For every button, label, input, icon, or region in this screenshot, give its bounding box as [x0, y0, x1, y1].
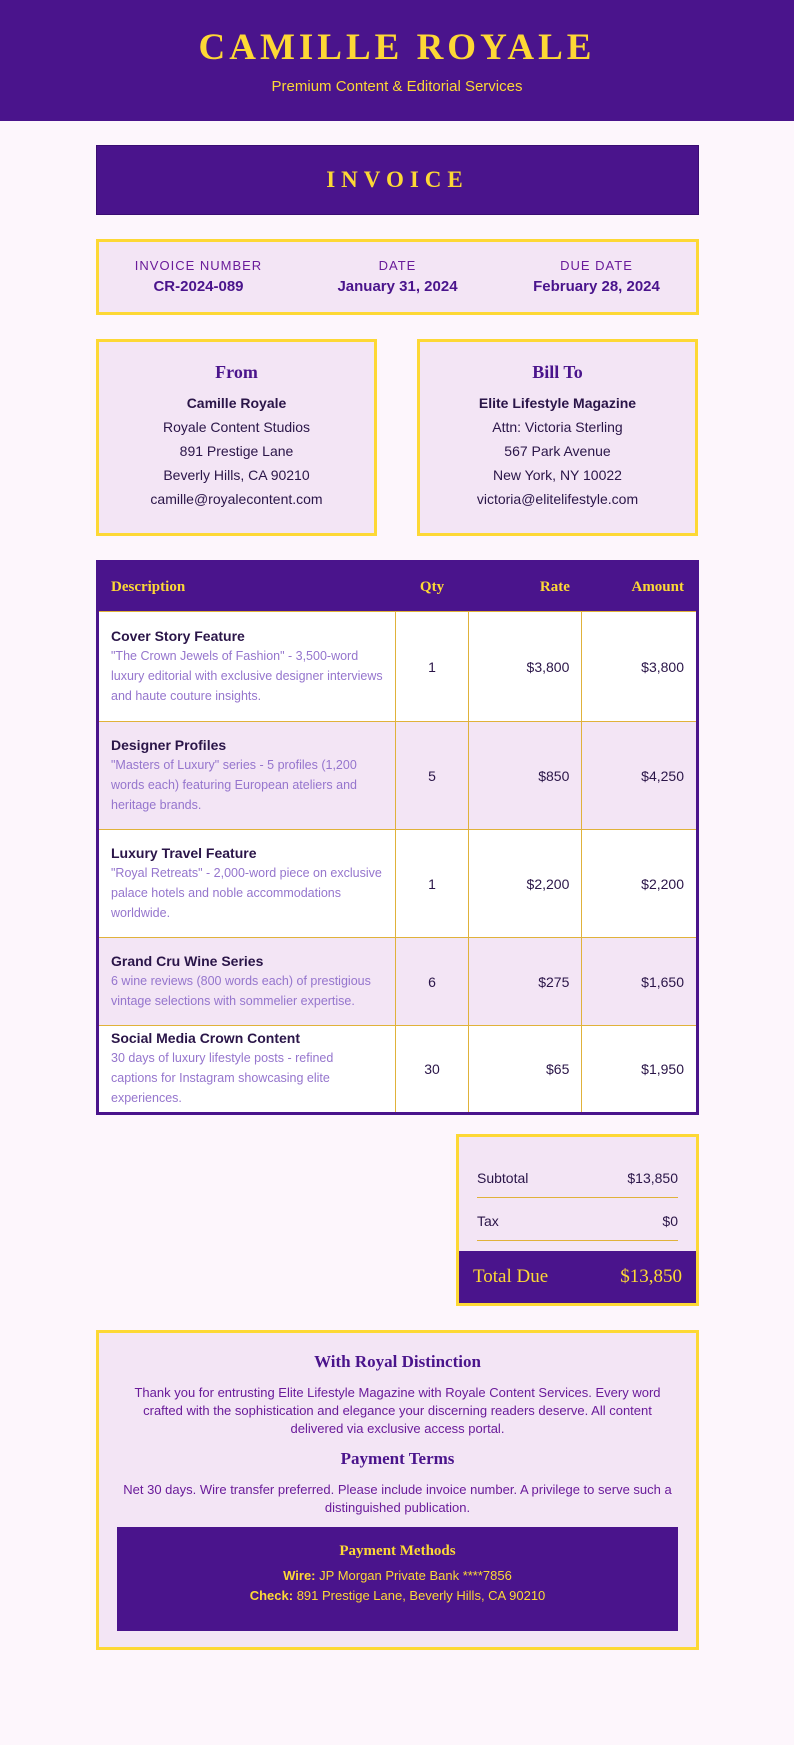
item-amount: $2,200 — [582, 830, 698, 938]
payment-methods-box — [117, 1527, 678, 1631]
table-header-row — [98, 562, 698, 612]
invoice-number: CR-2024-089 — [153, 278, 244, 295]
column-header-description: Description — [98, 562, 396, 612]
item-description-cell — [98, 612, 396, 722]
item-description-cell — [98, 722, 396, 830]
from-address-line1: 891 Prestige Lane — [179, 443, 294, 459]
thanks-title: With Royal Distinction — [314, 1352, 481, 1371]
item-amount: $3,800 — [582, 612, 698, 722]
item-rate: $65 — [468, 1026, 582, 1114]
invoice-title: INVOICE — [96, 145, 699, 215]
subtotal-row — [477, 1170, 678, 1186]
item-qty: 30 — [396, 1026, 469, 1114]
item-description-cell — [98, 1026, 396, 1114]
wire-label: Wire: — [283, 1568, 316, 1583]
totals-divider — [477, 1197, 678, 1198]
payment-methods-title: Payment Methods — [339, 1543, 456, 1559]
check-label: Check: — [249, 1588, 294, 1603]
bill-to-email: victoria@elitelifestyle.com — [476, 491, 639, 507]
item-rate: $850 — [468, 722, 582, 830]
item-description-cell — [98, 938, 396, 1026]
column-header-rate: Rate — [468, 562, 582, 612]
brand-name: CAMILLE ROYALE — [198, 27, 596, 68]
bill-to-name: Elite Lifestyle Magazine — [478, 395, 637, 411]
from-address-line2: Beverly Hills, CA 90210 — [163, 467, 310, 483]
from-email: camille@royalecontent.com — [150, 491, 323, 507]
subtotal-label: Subtotal — [477, 1170, 529, 1186]
subtotal-value: $13,850 — [627, 1170, 678, 1186]
table-row — [98, 612, 698, 722]
bill-to-title: Bill To — [532, 362, 583, 382]
wire-line — [117, 1566, 678, 1586]
item-detail: "Royal Retreats" - 2,000-word piece on exclusive palace hotels and noble accommodations worldwide. — [111, 865, 382, 920]
bill-to-attn: Attn: Victoria Sterling — [492, 419, 623, 435]
invoice-meta — [96, 239, 699, 315]
due-date-label: DUE DATE — [560, 258, 633, 273]
wire-value: JP Morgan Private Bank ****7856 — [319, 1568, 512, 1583]
table-row — [98, 830, 698, 938]
item-rate: $275 — [468, 938, 582, 1026]
item-qty: 1 — [396, 612, 469, 722]
column-header-qty: Qty — [396, 562, 469, 612]
bill-to-panel — [417, 339, 698, 536]
item-qty: 1 — [396, 830, 469, 938]
total-due-row — [459, 1251, 696, 1303]
item-rate: $2,200 — [468, 830, 582, 938]
invoice-date-label: DATE — [378, 258, 417, 273]
item-title: Cover Story Feature — [111, 627, 245, 644]
item-description-cell — [98, 830, 396, 938]
page-header — [0, 0, 794, 121]
from-panel — [96, 339, 377, 536]
item-rate: $3,800 — [468, 612, 582, 722]
item-detail: "The Crown Jewels of Fashion" - 3,500-word luxury editorial with exclusive designer interviews and haute couture insights. — [111, 648, 383, 703]
line-items-table — [96, 560, 699, 1115]
from-name: Camille Royale — [186, 395, 287, 411]
invoice-date: January 31, 2024 — [337, 278, 458, 295]
brand-tagline: Premium Content & Editorial Services — [271, 78, 523, 95]
tax-value: $0 — [662, 1213, 678, 1229]
invoice-number-label: INVOICE NUMBER — [134, 258, 263, 273]
due-date-block — [497, 242, 696, 312]
table-row — [98, 1026, 698, 1114]
tax-label: Tax — [477, 1213, 499, 1229]
item-detail: 30 days of luxury lifestyle posts - refined captions for Instagram showcasing elite experiences. — [111, 1051, 334, 1105]
check-value: 891 Prestige Lane, Beverly Hills, CA 90210 — [296, 1588, 546, 1603]
bill-to-address-line2: New York, NY 10022 — [493, 467, 622, 483]
invoice-date-block — [298, 242, 497, 312]
check-line — [117, 1586, 678, 1606]
payment-terms-title: Payment Terms — [340, 1449, 455, 1468]
table-row — [98, 722, 698, 830]
item-title: Social Media Crown Content — [111, 1030, 301, 1046]
total-due-value: $13,850 — [620, 1266, 682, 1287]
totals-divider — [477, 1240, 678, 1241]
item-detail: 6 wine reviews (800 words each) of prestigious vintage selections with sommelier expertise. — [111, 973, 371, 1008]
table-row — [98, 938, 698, 1026]
invoice-number-block — [99, 242, 298, 312]
bill-to-address-line1: 567 Park Avenue — [504, 443, 611, 459]
from-title: From — [215, 362, 258, 382]
thanks-text: Thank you for entrusting Elite Lifestyle Magazine with Royale Content Services. Every word crafted with the sophistication and elegance your discerning readers deserve. All content delivered via exclusive access portal. — [134, 1385, 661, 1436]
item-qty: 6 — [396, 938, 469, 1026]
item-title: Grand Cru Wine Series — [111, 952, 264, 969]
item-title: Luxury Travel Feature — [111, 844, 257, 861]
total-due-label: Total Due — [473, 1266, 549, 1287]
item-title: Designer Profiles — [111, 736, 227, 753]
item-qty: 5 — [396, 722, 469, 830]
totals-panel — [456, 1134, 699, 1306]
due-date: February 28, 2024 — [533, 278, 660, 295]
column-header-amount: Amount — [582, 562, 698, 612]
item-detail: "Masters of Luxury" series - 5 profiles (1,200 words each) featuring European ateliers and heritage brands. — [111, 757, 357, 812]
tax-row — [477, 1213, 678, 1229]
payment-terms-text: Net 30 days. Wire transfer preferred. Please include invoice number. A privilege to serve such a distinguished publication. — [123, 1482, 672, 1515]
notes-panel — [96, 1330, 699, 1650]
from-company: Royale Content Studios — [162, 419, 311, 435]
item-amount: $1,650 — [582, 938, 698, 1026]
item-amount: $4,250 — [582, 722, 698, 830]
item-amount: $1,950 — [582, 1026, 698, 1114]
